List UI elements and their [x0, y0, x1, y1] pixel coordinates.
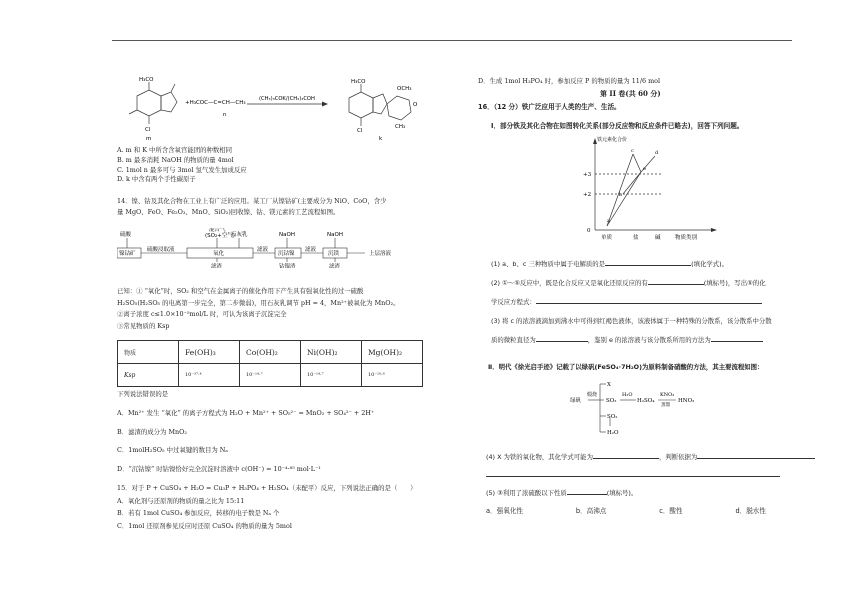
q16-part2-questions: (4) X 为铁的氧化物，其化学式可能为 ，判断依据为 (5) ③利用了浓硫酸以下性质 (填标号)。 [486, 448, 815, 502]
och3-label: OCH₃ [397, 86, 412, 92]
q14-intro: 14．镍、钴及其化合物在工业上有广泛的应用。某工厂从镍钴矿(主要成分为 NiO、CoO，含少 量 MgO、FeO、Fe₂O₃、MnO、SiO₂)回收镍、钴、镁元素的工艺流程如图。 [117, 197, 387, 216]
flow2-h2o: H₂O [622, 392, 633, 398]
choice-b: b．高沸点 [575, 507, 607, 515]
option-c: C. 1mol n 最多可与 3mol 氢气发生加成反应 [117, 165, 247, 174]
q3-answer-line2[interactable] [711, 341, 763, 342]
flow-mixed: 混合气 [209, 228, 226, 233]
flow-sulfuric: 硫酸 [120, 232, 132, 238]
option-c: C．1mol 还原剂参见反应时还原 CuSO₄ 的物质的量为 5mol [117, 521, 292, 530]
point-a: a [607, 218, 610, 224]
reaction-scheme [117, 74, 449, 146]
label-n: n [223, 112, 227, 118]
process-flow [117, 228, 417, 268]
q4-answer-line3[interactable] [486, 476, 780, 477]
option-d: D．“沉钴镍” 时钴镍恰好完全沉淀时溶液中 c(OH⁻) = 10⁻⁴·⁸⁵ mol·L⁻¹ [117, 464, 321, 473]
flow-naoh1: NaOH [279, 232, 295, 238]
flow-oxidation: 氧化 [213, 251, 225, 257]
flow2-kno3: KNO₃ [660, 392, 675, 398]
x-tick-base: 碱 [655, 235, 661, 241]
section-1: Ⅰ．部分铁及其化合物在如图转化关系(部分反应物和反应条件已略去)，回答下列问题。 [491, 122, 744, 130]
reagent-top: (CH₃)₃COK/(CH₃)₃COH [259, 96, 315, 102]
point-b: b [619, 192, 623, 198]
flow-residue2: 钴镍渣 [279, 264, 296, 268]
q4-answer-line2[interactable] [697, 458, 815, 459]
option-d: D. k 中含有两个手性碳原子 [117, 175, 196, 184]
q14-prompt: 下列说法错误的是 [117, 390, 169, 398]
flow2-x: X [607, 382, 611, 388]
nitric-acid-flow [570, 376, 710, 440]
flow-upper: 上层溶液 [369, 251, 392, 257]
cl-left: Cl [145, 127, 151, 133]
h3co-right: H₃CO [351, 79, 366, 85]
section-2: Ⅱ．明代《徐光启手迹》记载了以绿矾(FeSO₄·7H₂O)为原料制备硝酸的方法，其主要流程如图： [488, 363, 764, 371]
point-d: d [655, 150, 659, 156]
flow-ore: 镍钴矿 [119, 251, 136, 257]
q13-options [117, 146, 247, 185]
choice-a: a．强氧化性 [486, 507, 524, 515]
known-notes: 已知：① “氧化”时，SO₂ 和空气在金属离子的催化作用下产生具有强氧化性的过一硫酸 H₂SO₅(H₂SO₅ 的电离第一步完全，第二步微弱)，用石灰乳调节 pH = 4，Mn²⁺被氧化为 MnO₂。 ②离子浓度 c≤1.0×10⁻⁵mol/L 时，可认为该离子沉淀完全 ③常见物质的 Ksp [117, 287, 400, 330]
flow-leach: 硫酸浸取液 [147, 247, 175, 253]
flow2-h2o-bottom: H₂O [607, 430, 619, 436]
ksp-table [117, 340, 423, 387]
q16-part1-questions: (1) a、b、c 三种物质中属于电解质的是 (填化学式)。 (2) ①～⑤反应中，既是化合反应又是氧化还原反应的有 (填标号)，写出⑤的化 学反应方程式： (3) 将 c 的浓溶液滴加到沸水中可得到红褐色液体，该液体属于一种特殊的分散系，该分散系中分散 质的微粒直径为 ，鉴别 e 的浓溶液与该分散系所用的方法为 [491, 260, 772, 344]
flow2-hno3: HNO₃ [678, 398, 695, 404]
flow2-so3: SO₃ [606, 398, 617, 404]
ksp-value-row: Ksp 10⁻³⁷·⁴ 10⁻¹⁴·⁷ 10⁻¹⁴·⁷ 10⁻¹⁰·⁸ [118, 364, 423, 387]
flow2-h2so4: H₂SO₄ [637, 398, 655, 404]
flow-co-precip: 沉钴镍 [278, 251, 295, 257]
q2-answer-line[interactable] [648, 284, 704, 285]
q5-answer-line[interactable] [567, 494, 607, 495]
ksp-header-row: 物质 Fe(OH)₃ Co(OH)₂ Ni(OH)₂ Mg(OH)₂ [118, 341, 423, 364]
q15 [117, 482, 417, 532]
point-e: e [643, 166, 646, 172]
flow-filtrate1: 滤液 [257, 247, 269, 253]
q5-choices [486, 505, 766, 515]
q1-answer-line[interactable] [605, 265, 691, 266]
y-tick-0: 0 [587, 228, 591, 234]
y-tick-2: +2 [583, 192, 592, 198]
flow-mg-precip: 沉镁 [328, 251, 340, 257]
q3-text: (3) 将 c 的浓溶液滴加到沸水中可得到红褐色液体，该液体属于一种特殊的分散系，该分散系中分散 [491, 317, 772, 325]
flow2-green: 绿矾 [570, 398, 582, 404]
flow-residue1: 滤渣 [211, 264, 223, 268]
q15-stem: 15．对于 P + CuSO₄ + H₂O = Cu₃P + H₃PO₄ + H₂SO₄（未配平）反应，下列说法正确的是（ ） [117, 484, 417, 492]
choice-d: d．脱水性 [735, 507, 766, 515]
flow2-so2: SO₂ [607, 414, 618, 420]
option-a: A．Mn²⁺ 发生 “氧化” 的离子方程式为 H₂O + Mn²⁺ + SO₅²⁻ = MnO₂ + SO₄²⁻ + 2H⁺ [117, 409, 375, 417]
option-b: B．滤渣的成分为 MnO₂ [117, 427, 187, 436]
point-c: c [631, 148, 634, 154]
y-axis-label: 铁元素化合价 [597, 137, 628, 143]
header-rule [112, 40, 792, 41]
q3-answer-line1[interactable] [536, 341, 588, 342]
flow-mixed-sub: (SO₂+空气) [205, 233, 235, 239]
flow-naoh2: NaOH [327, 232, 343, 238]
q15-option-d: D．生成 1mol H₃PO₄ 时，参加反应 P 的物质的量为 11/6 mol [478, 77, 661, 85]
flow2-distill: 蒸馏 [661, 403, 670, 408]
q1-text: (1) a、b、c 三种物质中属于电解质的是 [491, 260, 606, 268]
molecule-m [129, 82, 177, 124]
cl-right: Cl [357, 128, 363, 134]
option-b: B. m 最多消耗 NaOH 的物质的量 4mol [117, 155, 234, 164]
x-axis-label: 物质类别 [675, 235, 698, 241]
q5-text: (5) ③利用了浓硫酸以下性质 [486, 489, 567, 497]
reagent-n: +H₃COC—C=CH—CH₃ [185, 100, 246, 106]
flow-residue3: 滤渣 [329, 264, 341, 268]
q14-options [117, 404, 374, 478]
q2-equation-line[interactable] [536, 303, 762, 304]
option-c: C．1molH₂SO₅ 中过氧键的数目为 Nₐ [117, 446, 228, 454]
flow-lime: 石灰乳 [231, 232, 248, 238]
part2-title: 第 II 卷(共 60 分) [600, 89, 661, 98]
q2-text: (2) ①～⑤反应中，既是化合反应又是氧化还原反应的有 [491, 279, 648, 287]
flow2-calcine: 煅烧 [587, 392, 598, 398]
y-tick-3: +3 [583, 172, 592, 178]
q4-text: (4) X 为铁的氧化物，其化学式可能为 [486, 453, 593, 461]
flow-filtrate2: 滤液 [305, 247, 317, 253]
option-a: A. m 和 K 中所含含氧官能团的种数相同 [117, 146, 233, 154]
svg-text:O: O [413, 102, 418, 108]
q16-title: 16．（12 分）铁广泛应用于人类的生产、生活。 [478, 103, 621, 111]
label-k: k [379, 136, 383, 142]
x-tick-salt: 盐 [633, 235, 639, 241]
option-b: B．若有 1mol CuSO₄ 参加反应，转移的电子数是 Nₐ 个 [117, 509, 280, 517]
label-m: m [146, 136, 152, 142]
x-tick-element: 单质 [601, 235, 613, 241]
ch3-label: CH₃ [395, 124, 406, 130]
valence-chart [583, 134, 723, 246]
choice-c: c．酸性 [659, 507, 683, 515]
h3co-left: H₃CO [139, 77, 154, 83]
q4-answer-line1[interactable] [593, 458, 659, 459]
option-a: A．氧化剂与还原剂的物质的量之比为 15:11 [117, 496, 245, 505]
